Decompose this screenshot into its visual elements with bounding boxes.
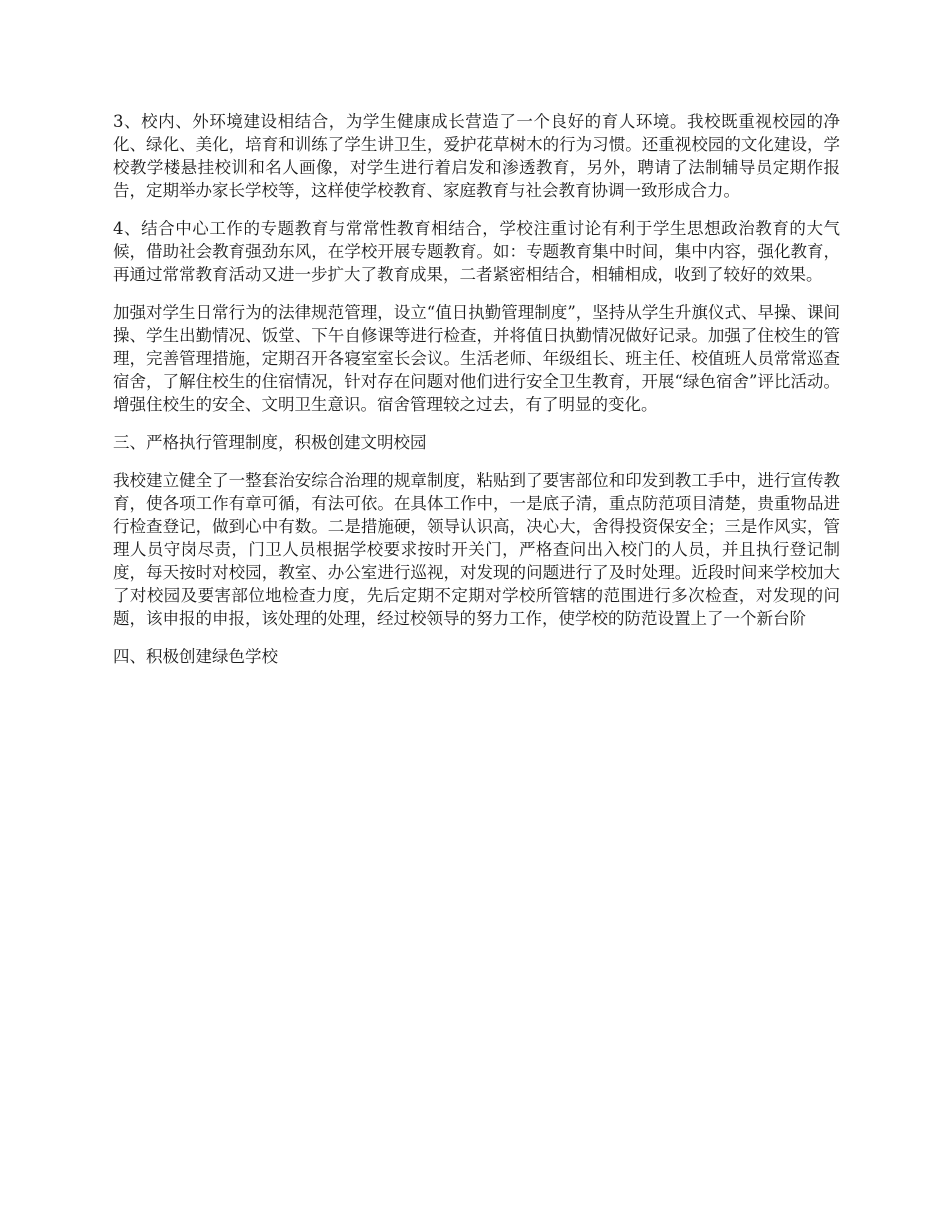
section-heading-four: 四、积极创建绿色学校 (113, 647, 278, 666)
paragraph-student-behavior: 加强对学生日常行为的法律规范管理，设立“值日执勤管理制度”，坚持从学生升旗仪式、早操、课间操、学生出勤情况、饭堂、下午自修课等进行检查，并将值日执勤情况做好记录。加强了住校生的管理，完善管理措施，定期召开各寝室室长会议。生活老师、年级组长、班主任、校值班人员常常巡查宿舍，了解住校生的住宿情况，针对存在问题对他们进行安全卫生教育，开展“绿色宿舍”评比活动。增强住校生的安全、文明卫生意识。宿舍管理较之过去，有了明显的变化。 (113, 303, 840, 414)
paragraph-thematic-education: 4、结合中心工作的专题教育与常常性教育相结合，学校注重讨论有利于学生思想政治教育的大气候，借助社会教育强劲东风，在学校开展专题教育。如：专题教育集中时间，集中内容，强化教育，再通过常常教育活动又进一步扩大了教育成果，二者紧密相结合，相辅相成，收到了较好的效果。 (113, 219, 840, 284)
paragraph-security-rules: 我校建立健全了一整套治安综合治理的规章制度，粘贴到了要害部位和印发到教工手中，进行宣传教育，使各项工作有章可循，有法可依。在具体工作中，一是底子清，重点防范项目清楚，贵重物品进行检查登记，做到心中有数。二是措施硬，领导认识高，决心大，舍得投资保安全；三是作风实，管理人员守岗尽责，门卫人员根据学校要求按时开关门，严格查问出入校门的人员，并且执行登记制度，每天按时对校园，教室、办公室进行巡视，对发现的问题进行了及时处理。近段时间来学校加大了对校园及要害部位地检查力度，先后定期不定期对学校所管辖的范围进行多次检查，对发现的问题，该申报的申报，该处理的处理，经过校领导的努力工作，使学校的防范设置上了一个新台阶 (113, 471, 840, 628)
section-heading-three: 三、严格执行管理制度，积极创建文明校园 (113, 433, 427, 452)
document-body (113, 110, 840, 683)
paragraph-campus-environment: 3、校内、外环境建设相结合，为学生健康成长营造了一个良好的育人环境。我校既重视校园的净化、绿化、美化，培育和训练了学生讲卫生，爱护花草树木的行为习惯。还重视校园的文化建设，学校教学楼悬挂校训和名人画像，对学生进行着启发和渗透教育，另外，聘请了法制辅导员定期作报告，定期举办家长学校等，这样使学校教育、家庭教育与社会教育协调一致形成合力。 (113, 112, 840, 200)
